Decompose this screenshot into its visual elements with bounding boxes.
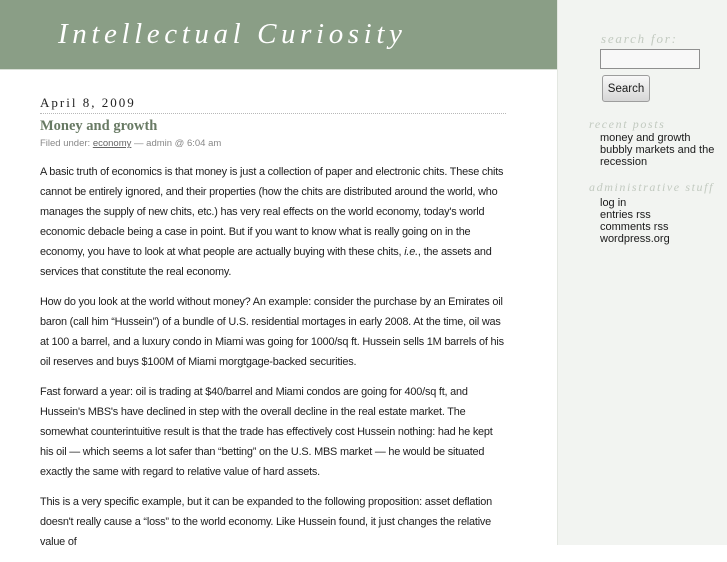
main-content bbox=[40, 95, 506, 562]
paragraph-2: How do you look at the world without money? An example: consider the purchase by an Emirates oil baron (call him “Hussein”) of a bundle of U.S. residential mortages in early 2008. At the time, oil was at 100 a barrel, and a luxury condo in Miami was going for 1000/sq ft. Hussein sells 1M barrels of his oil reserves and buys $100M of Miami morgtgage-backed securities. bbox=[40, 296, 504, 368]
entries-rss-link[interactable]: entries rss bbox=[600, 209, 651, 221]
admin-heading: administrative stuff bbox=[589, 180, 714, 194]
comments-rss-link[interactable]: comments rss bbox=[600, 221, 669, 233]
blog-header bbox=[0, 0, 557, 69]
meta-prefix: Filed under: bbox=[40, 138, 91, 149]
recent-post-link[interactable]: money and growth bbox=[600, 132, 691, 144]
post-body bbox=[40, 162, 506, 552]
recent-posts-heading: recent posts bbox=[589, 117, 666, 131]
post-title[interactable]: Money and growth bbox=[40, 118, 158, 134]
meta-suffix: — admin @ 6:04 am bbox=[134, 138, 222, 149]
recent-posts-list bbox=[600, 132, 725, 168]
search-label: search for: bbox=[601, 31, 678, 46]
recent-post-link[interactable]: bubbly markets and the recession bbox=[600, 144, 715, 168]
paragraph-1-emphasis: i.e. bbox=[404, 246, 418, 258]
paragraph-1-start: A basic truth of economics is that money is just a collection of paper and electronic chits. These chits cannot be entirely ignored, and their properties (how the chits are distributed around the world, who manages the supply of new chits, etc.) has very real effects on the world economy, today's world economic debacle being a case in point. But if you want to know what is really going on in the economy, you have to look at what people are actually buying with these chits, bbox=[40, 166, 504, 258]
date-divider bbox=[40, 113, 506, 114]
post-date: April 8, 2009 bbox=[40, 95, 136, 110]
search-input[interactable] bbox=[600, 49, 700, 69]
paragraph-1-end: , the assets and services that constitute the real economy. bbox=[40, 246, 492, 278]
header-divider bbox=[0, 69, 557, 70]
admin-list bbox=[600, 197, 725, 245]
blog-title[interactable]: Intellectual Curiosity bbox=[58, 18, 407, 50]
login-link[interactable]: log in bbox=[600, 197, 627, 209]
search-button[interactable]: Search bbox=[602, 75, 650, 102]
post-meta bbox=[40, 138, 506, 149]
paragraph-3: Fast forward a year: oil is trading at $40/barrel and Miami condos are going for 400/sq ft, and Hussein's MBS's have declined in step with the overall decline in the real estate market. The somewhat counterintuitive result is that the trade has effectively cost Hussein nothing: had he kept his oil — which seems a lot safer than “betting” on the U.S. MBS market — he would be situated exactly the same with regard to relative value of hard assets. bbox=[40, 386, 493, 478]
sidebar bbox=[557, 0, 727, 545]
category-link[interactable]: economy bbox=[92, 138, 132, 149]
paragraph-4: This is a very specific example, but it can be expanded to the following proposition: asset deflation doesn't really cause a “loss” to the world economy. Like Hussein found, it just changes the relative value of bbox=[40, 496, 492, 548]
wordpress-link[interactable]: wordpress.org bbox=[600, 233, 670, 245]
paragraph-1 bbox=[40, 162, 506, 282]
